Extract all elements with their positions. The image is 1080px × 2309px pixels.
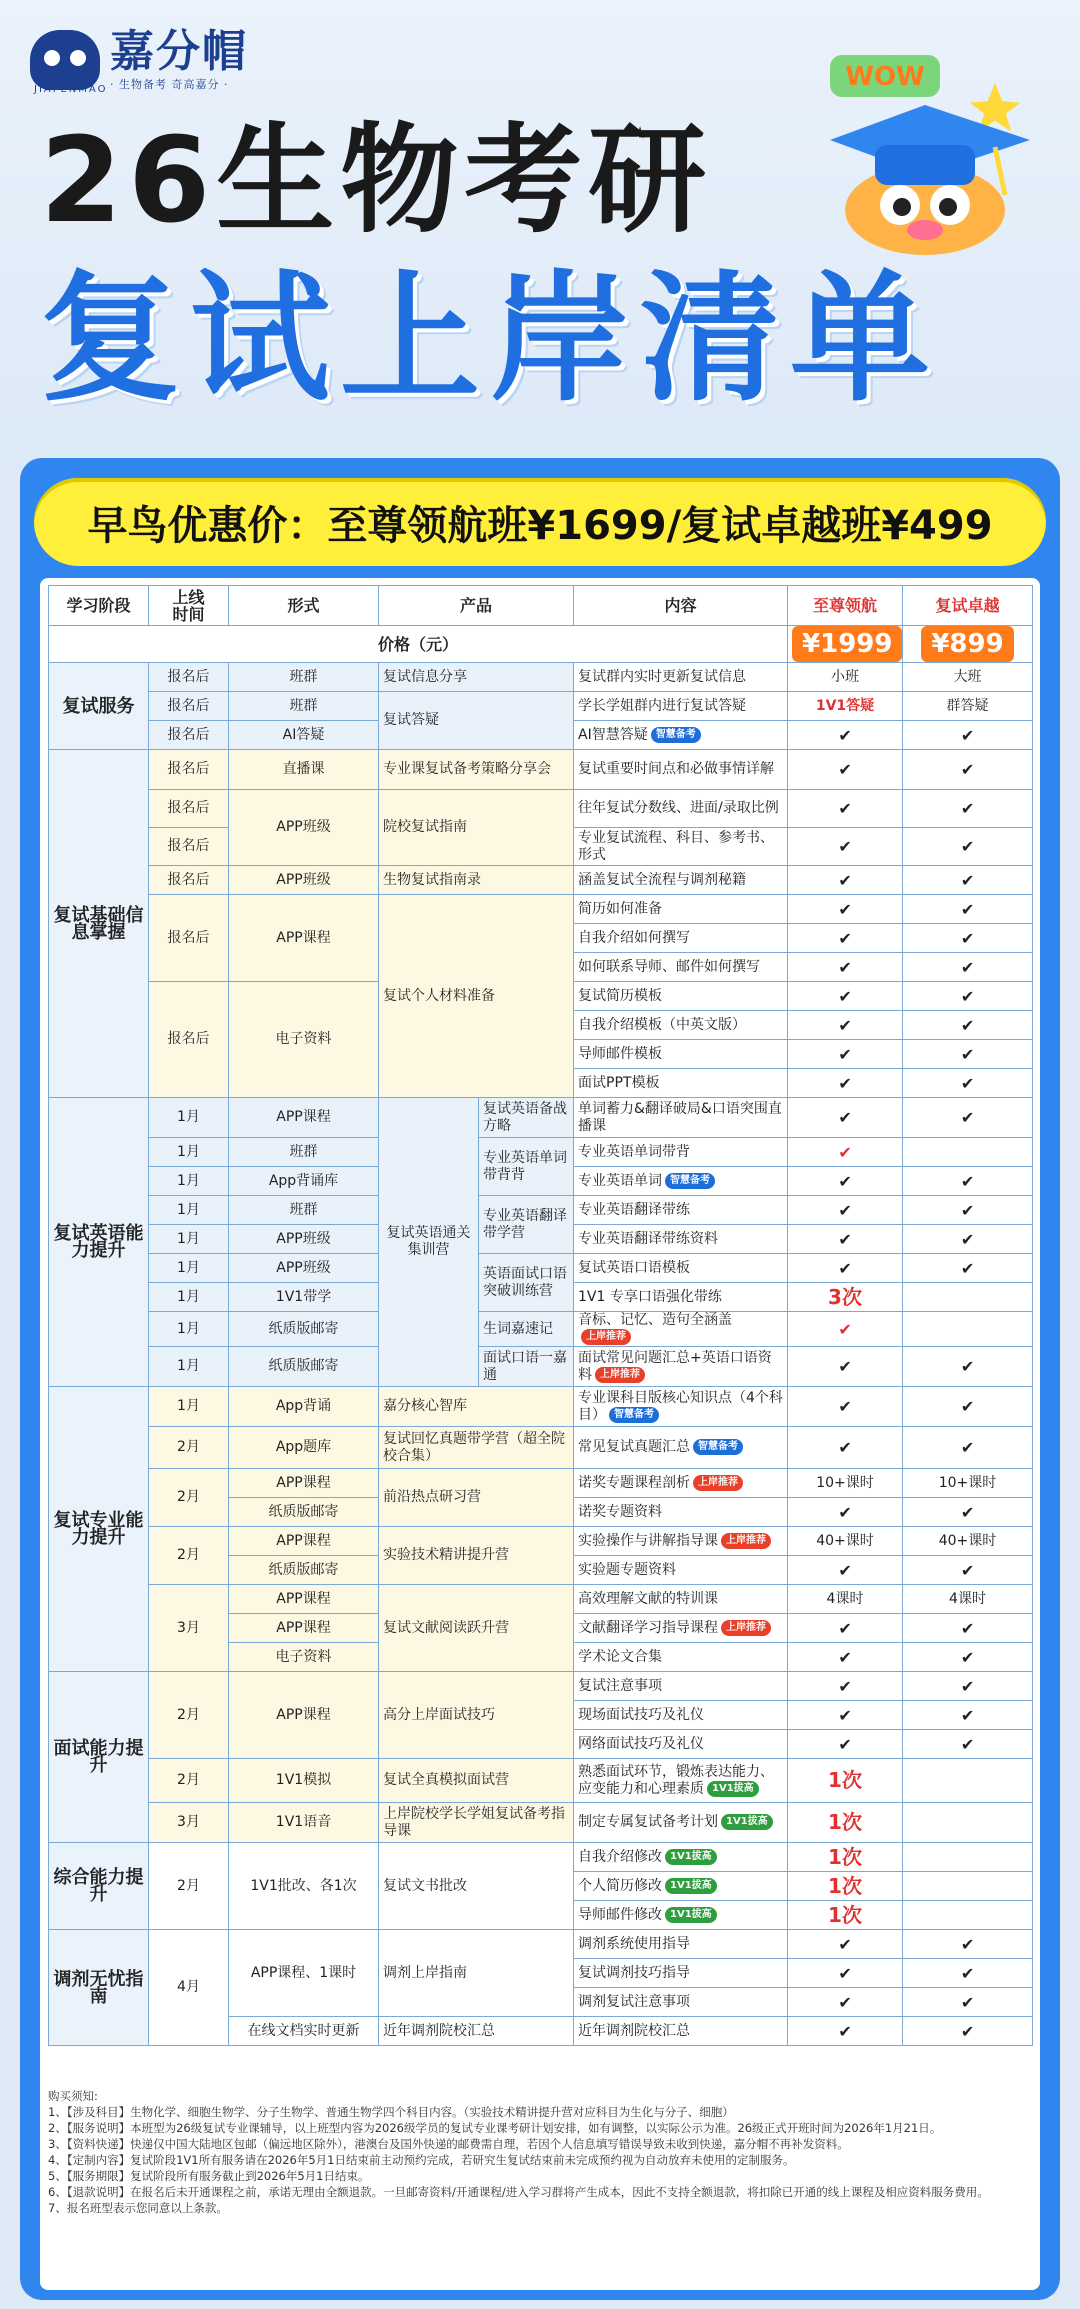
table-cell: ✔: [788, 1730, 903, 1759]
table-cell: 1V1 专享口语强化带练: [574, 1283, 788, 1312]
upgrade-tag-icon: 1V1拔高: [665, 1849, 717, 1865]
table-cell: 生词嘉速记: [479, 1312, 574, 1347]
table-cell: 1次: [788, 1843, 903, 1872]
upgrade-tag-icon: 1V1拔高: [665, 1907, 717, 1923]
stage-cell: 面试能力提升: [49, 1672, 149, 1843]
table-row: [49, 1098, 1033, 1138]
note-item: 5、【服务期限】复试阶段所有服务截止到2026年5月1日结束。: [48, 2169, 370, 2183]
table-row: [49, 790, 1033, 828]
table-cell: 在线文档实时更新: [229, 2017, 379, 2046]
table-cell: 复试英语备战方略: [479, 1098, 574, 1138]
table-cell: ✔: [903, 721, 1033, 750]
table-cell: 纸质版邮寄: [229, 1347, 379, 1387]
table-cell: 1月: [149, 1283, 229, 1312]
table-cell: ✔: [903, 1556, 1033, 1585]
table-cell: 1月: [149, 1312, 229, 1347]
table-cell: ✔: [788, 1347, 903, 1387]
table-cell: 纸质版邮寄: [229, 1498, 379, 1527]
table-cell: 1V1带学: [229, 1283, 379, 1312]
table-row: [49, 692, 1033, 721]
table-cell: 诺奖专题课程剖析 上岸推荐: [574, 1469, 788, 1498]
table-cell: APP课程: [229, 1614, 379, 1643]
purchase-notes: [48, 2088, 1032, 2216]
table-cell: 自我介绍模板（中英文版）: [574, 1011, 788, 1040]
table-cell: ✔: [903, 953, 1033, 982]
table-cell: 40+课时: [788, 1527, 903, 1556]
table-cell: 复试答疑: [379, 692, 574, 750]
table-cell: 1月: [149, 1196, 229, 1225]
table-cell: 调剂复试注意事项: [574, 1988, 788, 2017]
header-plan-a: 至尊领航: [788, 586, 903, 626]
table-cell: 复试信息分享: [379, 663, 574, 692]
table-cell: 自我介绍如何撰写: [574, 924, 788, 953]
table-cell: ✔: [903, 1427, 1033, 1469]
header-time: 上线 时间: [149, 586, 229, 626]
stage-cell: 复试基础信息掌握: [49, 750, 149, 1098]
table-cell: 导师邮件模板: [574, 1040, 788, 1069]
table-cell: 2月: [149, 1843, 229, 1930]
hot-tag-icon: 上岸推荐: [581, 1329, 631, 1345]
header-product: 产品: [379, 586, 574, 626]
table-cell: 报名后: [149, 750, 229, 790]
mascot-word: WOW: [845, 62, 925, 92]
table-cell: 电子资料: [229, 1643, 379, 1672]
table-cell: ✔: [788, 1701, 903, 1730]
table-cell: APP班级: [229, 1254, 379, 1283]
plan-table: [48, 585, 1033, 2046]
table-cell: 个人简历修改 1V1拔高: [574, 1872, 788, 1901]
price-label: 价格（元）: [49, 626, 788, 663]
table-cell: 报名后: [149, 692, 229, 721]
hot-tag-icon: 上岸推荐: [721, 1533, 771, 1549]
brand-logo: [30, 20, 248, 100]
promo-banner: 早鸟优惠价：至尊领航班¥1699/复试卓越班¥499: [34, 478, 1046, 566]
table-cell: 专业英语单词带背: [574, 1138, 788, 1167]
table-cell: ✔: [788, 1167, 903, 1196]
table-cell: 4课时: [788, 1585, 903, 1614]
table-cell: 2月: [149, 1672, 229, 1759]
table-cell: 导师邮件修改 1V1拔高: [574, 1901, 788, 1930]
table-cell: APP课程: [229, 1585, 379, 1614]
table-cell: [903, 1138, 1033, 1167]
table-cell: 班群: [229, 1196, 379, 1225]
table-cell: 涵盖复试全流程与调剂秘籍: [574, 866, 788, 895]
note-item: 3、【资料快递】快递仅中国大陆地区包邮（偏远地区除外），港澳台及国外快递的邮费需自理，若因个人信息填写错误导致未收到快递，嘉分帽不再补发资料。: [48, 2137, 849, 2151]
price-b-cell: [903, 626, 1033, 663]
table-cell: 复试文书批改: [379, 1843, 574, 1930]
table-cell: ✔: [903, 1069, 1033, 1098]
table-cell: 现场面试技巧及礼仪: [574, 1701, 788, 1730]
table-row: [49, 1843, 1033, 1872]
table-cell: ✔: [903, 1196, 1033, 1225]
note-item: 1、【涉及科目】生物化学、细胞生物学、分子生物学、普通生物学四个科目内容。（实验技术精讲提升营对应科目为生化与分子、细胞）: [48, 2105, 734, 2119]
table-cell: ✔: [903, 982, 1033, 1011]
table-cell: ✔: [903, 1701, 1033, 1730]
table-cell: 2月: [149, 1759, 229, 1803]
table-cell: ✔: [788, 895, 903, 924]
table-cell: ✔: [903, 924, 1033, 953]
table-cell: 1次: [788, 1759, 903, 1803]
table-cell: ✔: [788, 1387, 903, 1427]
table-cell: ✔: [788, 1011, 903, 1040]
table-row: [49, 1527, 1033, 1556]
header-plan-b: 复试卓越: [903, 586, 1033, 626]
table-cell: 复试英语通关集训营: [379, 1098, 479, 1387]
table-row: [49, 663, 1033, 692]
hot-tag-icon: 上岸推荐: [721, 1620, 771, 1636]
ai-tag-icon: 智慧备考: [665, 1173, 715, 1189]
table-cell: 复试全真模拟面试营: [379, 1759, 574, 1803]
table-cell: ✔: [903, 1347, 1033, 1387]
table-cell: 4课时: [903, 1585, 1033, 1614]
table-cell: 实验技术精讲提升营: [379, 1527, 574, 1585]
price-row: [49, 626, 1033, 663]
hot-tag-icon: 上岸推荐: [595, 1367, 645, 1383]
table-cell: ✔: [788, 750, 903, 790]
table-row: [49, 1312, 1033, 1347]
table-cell: AI答疑: [229, 721, 379, 750]
table-cell: ✔: [788, 1614, 903, 1643]
table-cell: 面试口语一嘉通: [479, 1347, 574, 1387]
table-cell: ✔: [788, 1040, 903, 1069]
table-cell: 前沿热点研习营: [379, 1469, 574, 1527]
table-cell: 近年调剂院校汇总: [379, 2017, 574, 2046]
hot-tag-icon: 上岸推荐: [693, 1475, 743, 1491]
table-cell: ✔: [788, 1498, 903, 1527]
table-cell: APP班级: [229, 1225, 379, 1254]
table-cell: 报名后: [149, 790, 229, 828]
page-title-line1: 26生物考研: [40, 111, 713, 249]
table-cell: 复试群内实时更新复试信息: [574, 663, 788, 692]
table-cell: 单词蓄力&翻译破局&口语突围直播课: [574, 1098, 788, 1138]
table-cell: 调剂系统使用指导: [574, 1930, 788, 1959]
table-cell: 自我介绍修改 1V1拔高: [574, 1843, 788, 1872]
table-cell: 1次: [788, 1803, 903, 1843]
table-cell: 报名后: [149, 982, 229, 1098]
table-cell: 复试简历模板: [574, 982, 788, 1011]
table-cell: 报名后: [149, 828, 229, 866]
table-cell: 熟悉面试环节，锻炼表达能力、应变能力和心理素质 1V1拔高: [574, 1759, 788, 1803]
table-cell: 1月: [149, 1167, 229, 1196]
table-cell: ✔: [788, 2017, 903, 2046]
table-row: [49, 1254, 1033, 1283]
table-cell: 纸质版邮寄: [229, 1312, 379, 1347]
table-cell: 1次: [788, 1872, 903, 1901]
header: [0, 0, 1080, 470]
table-cell: [903, 1843, 1033, 1872]
note-item: 2、【服务说明】本班型为26级复试专业课辅导，以上班型内容为2026级学员的复试专业课考研计划安排，如有调整，以实际公示为准。26级正式开班时间为2026年1月21日。: [48, 2121, 942, 2135]
brand-en: JIAFENMAO: [34, 84, 108, 95]
table-row: [49, 1196, 1033, 1225]
table-cell: ✔: [903, 1167, 1033, 1196]
table-cell: [903, 1283, 1033, 1312]
table-cell: 上岸院校学长学姐复试备考指导课: [379, 1803, 574, 1843]
table-cell: 2月: [149, 1427, 229, 1469]
table-cell: 1次: [788, 1901, 903, 1930]
stage-cell: 复试服务: [49, 663, 149, 750]
table-cell: 诺奖专题资料: [574, 1498, 788, 1527]
table-cell: ✔: [788, 1069, 903, 1098]
table-cell: ✔: [788, 1196, 903, 1225]
table-cell: 1V1批改、各1次: [229, 1843, 379, 1930]
table-cell: [903, 1759, 1033, 1803]
graduation-cap-mascot-icon: [790, 35, 1060, 265]
table-cell: ✔: [788, 982, 903, 1011]
ai-tag-icon: 智慧备考: [609, 1407, 659, 1423]
header-form: 形式: [229, 586, 379, 626]
table-cell: ✔: [788, 1254, 903, 1283]
price-a-cell: [788, 626, 903, 663]
table-cell: 实验题专题资料: [574, 1556, 788, 1585]
table-cell: 3月: [149, 1585, 229, 1672]
table-cell: ✔: [903, 866, 1033, 895]
table-cell: 专业课科目版核心知识点（4个科目） 智慧备考: [574, 1387, 788, 1427]
table-cell: ✔: [788, 1138, 903, 1167]
table-cell: 1月: [149, 1254, 229, 1283]
table-cell: 1月: [149, 1387, 229, 1427]
table-cell: ✔: [903, 790, 1033, 828]
table-cell: ✔: [903, 1988, 1033, 2017]
table-cell: 往年复试分数线、进面/录取比例: [574, 790, 788, 828]
table-cell: ✔: [903, 1098, 1033, 1138]
table-cell: [903, 1803, 1033, 1843]
table-cell: 英语面试口语突破训练营: [479, 1254, 574, 1312]
table-cell: ✔: [903, 750, 1033, 790]
ai-tag-icon: 智慧备考: [651, 727, 701, 743]
table-cell: 3月: [149, 1803, 229, 1843]
table-cell: 专业英语单词 智慧备考: [574, 1167, 788, 1196]
table-cell: 专业英语翻译带练资料: [574, 1225, 788, 1254]
table-cell: ✔: [903, 1959, 1033, 1988]
table-cell: 嘉分核心智库: [379, 1387, 574, 1427]
table-cell: ✔: [903, 1040, 1033, 1069]
table-cell: 报名后: [149, 895, 229, 982]
table-row: [49, 866, 1033, 895]
table-row: [49, 1759, 1033, 1803]
table-cell: ✔: [903, 1672, 1033, 1701]
table-cell: 10+课时: [788, 1469, 903, 1498]
table-cell: APP课程: [229, 1098, 379, 1138]
table-cell: 纸质版邮寄: [229, 1556, 379, 1585]
table-cell: ✔: [903, 1254, 1033, 1283]
table-cell: 电子资料: [229, 982, 379, 1098]
table-cell: 2月: [149, 1527, 229, 1585]
table-cell: 文献翻译学习指导课程 上岸推荐: [574, 1614, 788, 1643]
upgrade-tag-icon: 1V1拔高: [665, 1878, 717, 1894]
table-cell: 音标、记忆、造句全涵盖上岸推荐: [574, 1312, 788, 1347]
table-cell: AI智慧答疑 智慧备考: [574, 721, 788, 750]
table-header-row: [49, 586, 1033, 626]
table-cell: 班群: [229, 692, 379, 721]
price-b: ¥899: [921, 626, 1013, 662]
table-cell: 调剂上岸指南: [379, 1930, 574, 2017]
stage-cell: 复试英语能力提升: [49, 1098, 149, 1387]
table-cell: 1V1答疑: [788, 692, 903, 721]
table-cell: 复试回忆真题带学营（超全院校合集）: [379, 1427, 574, 1469]
table-cell: 面试PPT模板: [574, 1069, 788, 1098]
table-cell: 高效理解文献的特训课: [574, 1585, 788, 1614]
table-cell: ✔: [788, 1672, 903, 1701]
table-cell: ✔: [788, 924, 903, 953]
price-a: ¥1999: [792, 626, 902, 662]
table-cell: ✔: [903, 895, 1033, 924]
cat-logo-icon: [30, 30, 100, 90]
table-cell: 制定专属复试备考计划 1V1拔高: [574, 1803, 788, 1843]
table-cell: 小班: [788, 663, 903, 692]
table-cell: [903, 1901, 1033, 1930]
table-cell: 大班: [903, 663, 1033, 692]
table-cell: 复试注意事项: [574, 1672, 788, 1701]
table-cell: ✔: [788, 828, 903, 866]
table-cell: APP课程、1课时: [229, 1930, 379, 2017]
table-cell: ✔: [788, 1098, 903, 1138]
table-cell: ✔: [788, 1225, 903, 1254]
table-cell: ✔: [788, 1930, 903, 1959]
table-cell: 专业英语翻译带学营: [479, 1196, 574, 1254]
table-cell: 直播课: [229, 750, 379, 790]
table-cell: 复试英语口语模板: [574, 1254, 788, 1283]
table-cell: 报名后: [149, 663, 229, 692]
table-cell: ✔: [903, 1930, 1033, 1959]
table-cell: [903, 1312, 1033, 1347]
table-cell: ✔: [788, 1643, 903, 1672]
table-cell: 复试个人材料准备: [379, 895, 574, 1098]
table-cell: ✔: [903, 1498, 1033, 1527]
table-cell: ✔: [788, 721, 903, 750]
table-cell: 1月: [149, 1138, 229, 1167]
table-cell: 专业复试流程、科目、参考书、形式: [574, 828, 788, 866]
table-cell: 专业课复试备考策略分享会: [379, 750, 574, 790]
table-cell: 4月: [149, 1930, 229, 2046]
table-cell: 2月: [149, 1469, 229, 1527]
table-cell: 简历如何准备: [574, 895, 788, 924]
table-cell: 院校复试指南: [379, 790, 574, 866]
header-content: 内容: [574, 586, 788, 626]
table-cell: 专业英语单词带背背: [479, 1138, 574, 1196]
table-cell: ✔: [788, 1427, 903, 1469]
table-cell: ✔: [788, 866, 903, 895]
brand-slogan: · 生物备考 奇高嘉分 ·: [110, 78, 229, 91]
table-cell: 复试重要时间点和必做事情详解: [574, 750, 788, 790]
table-cell: 学术论文合集: [574, 1643, 788, 1672]
table-cell: 近年调剂院校汇总: [574, 2017, 788, 2046]
table-cell: ✔: [903, 1387, 1033, 1427]
table-cell: App背诵库: [229, 1167, 379, 1196]
table-cell: ✔: [903, 1643, 1033, 1672]
table-row: [49, 1469, 1033, 1498]
table-cell: APP课程: [229, 895, 379, 982]
table-row: [49, 1930, 1033, 1959]
table-cell: APP课程: [229, 1469, 379, 1498]
table-cell: 1月: [149, 1347, 229, 1387]
table-cell: APP课程: [229, 1527, 379, 1556]
page-title-line2: 复试上岸清单: [40, 258, 941, 421]
notes-title: 购买须知:: [48, 2089, 98, 2103]
table-cell: APP班级: [229, 866, 379, 895]
table-cell: 1V1语音: [229, 1803, 379, 1843]
header-stage: 学习阶段: [49, 586, 149, 626]
table-cell: App背诵: [229, 1387, 379, 1427]
stage-cell: 综合能力提升: [49, 1843, 149, 1930]
table-cell: 1V1模拟: [229, 1759, 379, 1803]
table-cell: APP班级: [229, 790, 379, 866]
table-cell: ✔: [903, 2017, 1033, 2046]
table-cell: 面试常见问题汇总+英语口语资料 上岸推荐: [574, 1347, 788, 1387]
table-cell: 网络面试技巧及礼仪: [574, 1730, 788, 1759]
table-cell: ✔: [788, 953, 903, 982]
table-row: [49, 1803, 1033, 1843]
stage-cell: 复试专业能力提升: [49, 1387, 149, 1672]
stage-cell: 调剂无忧指南: [49, 1930, 149, 2046]
table-cell: ✔: [903, 1614, 1033, 1643]
table-cell: 1月: [149, 1225, 229, 1254]
table-cell: ✔: [903, 828, 1033, 866]
table-cell: 如何联系导师、邮件如何撰写: [574, 953, 788, 982]
table-row: [49, 750, 1033, 790]
table-cell: ✔: [788, 1556, 903, 1585]
upgrade-tag-icon: 1V1拔高: [721, 1814, 773, 1830]
table-cell: 群答疑: [903, 692, 1033, 721]
table-cell: 3次: [788, 1283, 903, 1312]
table-row: [49, 895, 1033, 924]
table-cell: 复试文献阅读跃升营: [379, 1585, 574, 1672]
table-cell: 复试调剂技巧指导: [574, 1959, 788, 1988]
upgrade-tag-icon: 1V1拔高: [707, 1781, 759, 1797]
table-cell: App题库: [229, 1427, 379, 1469]
table-cell: ✔: [788, 1312, 903, 1347]
table-cell: 报名后: [149, 721, 229, 750]
table-cell: 高分上岸面试技巧: [379, 1672, 574, 1759]
table-cell: 班群: [229, 1138, 379, 1167]
note-item: 6、【退款说明】在报名后未开通课程之前，承诺无理由全额退款。一旦邮寄资料/开通课程/进入学习群将产生成本，因此不支持全额退款，将扣除已开通的线上课程及相应资料服务费用。: [48, 2185, 989, 2199]
table-cell: ✔: [903, 1730, 1033, 1759]
note-item: 4、【定制内容】复试阶段1V1所有服务请在2026年5月1日结束前主动预约完成，若研究生复试结束前未完成预约视为自动放弃未使用的定制服务。: [48, 2153, 795, 2167]
note-item: 7、报名班型表示您同意以上条款。: [48, 2201, 228, 2215]
table-cell: APP课程: [229, 1672, 379, 1759]
table-row: [49, 1387, 1033, 1427]
table-cell: ✔: [788, 790, 903, 828]
table-cell: 专业英语翻译带练: [574, 1196, 788, 1225]
table-cell: ✔: [788, 1988, 903, 2017]
table-row: [49, 1138, 1033, 1167]
table-cell: 40+课时: [903, 1527, 1033, 1556]
table-cell: 学长学姐群内进行复试答疑: [574, 692, 788, 721]
table-cell: 常见复试真题汇总 智慧备考: [574, 1427, 788, 1469]
table-cell: ✔: [903, 1011, 1033, 1040]
table-cell: 生物复试指南录: [379, 866, 574, 895]
table-cell: 1月: [149, 1098, 229, 1138]
table-cell: 班群: [229, 663, 379, 692]
table-cell: 报名后: [149, 866, 229, 895]
table-row: [49, 1427, 1033, 1469]
table-row: [49, 1585, 1033, 1614]
brand-name: 嘉分帽: [110, 26, 248, 77]
table-cell: ✔: [903, 1225, 1033, 1254]
table-row: [49, 1347, 1033, 1387]
table-row: [49, 1672, 1033, 1701]
table-cell: [903, 1872, 1033, 1901]
table-cell: ✔: [788, 1959, 903, 1988]
ai-tag-icon: 智慧备考: [693, 1439, 743, 1455]
table-cell: 10+课时: [903, 1469, 1033, 1498]
table-cell: 实验操作与讲解指导课 上岸推荐: [574, 1527, 788, 1556]
